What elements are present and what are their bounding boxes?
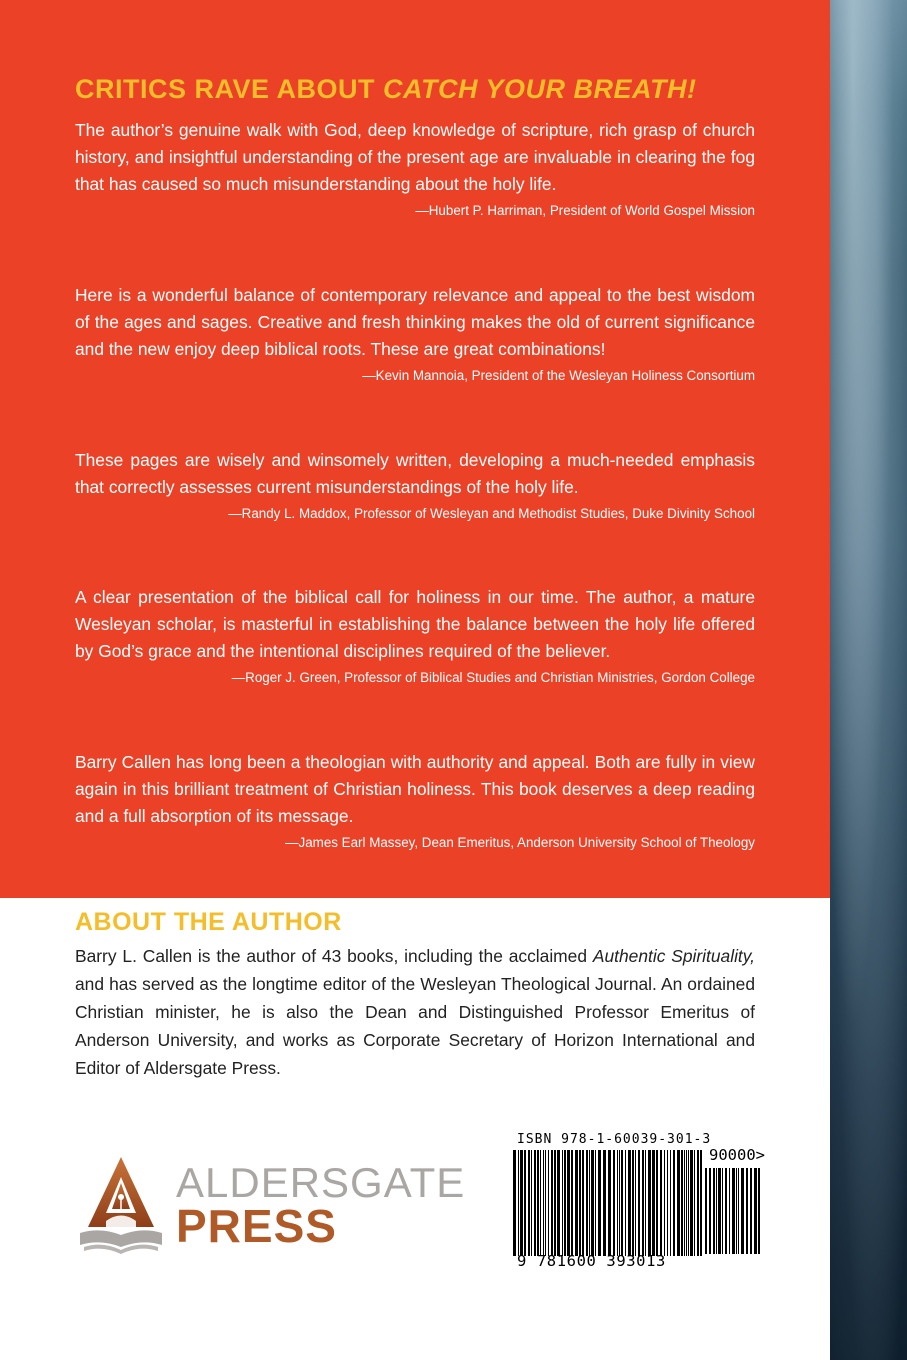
barcode-addon-digits: 90000> [709, 1146, 765, 1164]
review-attribution: —Roger J. Green, Professor of Biblical Studies and Christian Ministries, Gordon College [231, 670, 755, 685]
review-text: Barry Callen has long been a theologian with authority and appeal. Both are fully in view again in this brilliant treatment of Christian holiness. This book deserves a deep reading and a full absorption of its message. [75, 752, 755, 826]
about-heading: ABOUT THE AUTHOR [75, 908, 342, 936]
review-text: A clear presentation of the biblical call for holiness in our time. The author, a mature Wesleyan scholar, is masterful in establishing the balance between the holy life offered by God’s grace and the intentional disciplines required of the believer. [75, 587, 755, 661]
barcode [503, 1130, 763, 1280]
review-5 [75, 749, 755, 852]
review-text: Here is a wonderful balance of contemporary relevance and appeal to the best wisdom of the ages and sages. Creative and fresh thinking makes the old of current significance and the new enjoy deep biblical roots. These are great combinations! [75, 285, 755, 359]
barcode-bars [513, 1150, 703, 1256]
barcode-addon-bars [705, 1168, 761, 1254]
spine-photo [830, 0, 907, 1360]
review-text: These pages are wisely and winsomely written, developing a much-needed emphasis that correctly assesses current misunderstandings of the holy life. [75, 450, 755, 497]
isbn-label: ISBN 978-1-60039-301-3 [517, 1132, 712, 1147]
review-attribution: —Randy L. Maddox, Professor of Wesleyan and Methodist Studies, Duke Divinity School [228, 506, 755, 521]
review-2 [75, 282, 755, 385]
critics-heading-book: CATCH YOUR BREATH! [383, 74, 697, 104]
critics-heading-prefix: CRITICS RAVE ABOUT [75, 74, 384, 104]
about-book-title: Authentic Spirituality, [592, 946, 755, 966]
review-text: The author’s genuine walk with God, deep knowledge of scripture, rich grasp of church history, and insightful understanding of the present age are invaluable in clearing the fog that has caused so much misunderstanding about the holy life. [75, 120, 755, 194]
review-attribution: —Hubert P. Harriman, President of World Gospel Mission [415, 203, 755, 218]
review-attribution: —James Earl Massey, Dean Emeritus, Anderson University School of Theology [285, 835, 755, 850]
logo-word-press: PRESS [176, 1200, 337, 1252]
review-attribution: —Kevin Mannoia, President of the Wesleyan Holiness Consortium [362, 368, 755, 383]
barcode-digits: 9 781600 393013 [517, 1252, 666, 1270]
publisher-logo [76, 1155, 476, 1265]
review-4 [75, 584, 755, 687]
about-text: Barry L. Callen is the author of 43 books, including the acclaimed Authentic Spirituality, and has served as the longtime editor of the Wesleyan Theological Journal. An ordained Christian minister, he is also the Dean and Distinguished Professor Emeritus of Anderson University, and works as Corporate Secretary of Horizon International and Editor of Aldersgate Press. [75, 946, 755, 1078]
logo-word-aldersgate: ALDERSGATE [176, 1159, 466, 1206]
critics-heading [75, 74, 765, 105]
review-1 [75, 117, 755, 220]
review-3 [75, 447, 755, 523]
pen-nib-book-icon [76, 1155, 166, 1265]
